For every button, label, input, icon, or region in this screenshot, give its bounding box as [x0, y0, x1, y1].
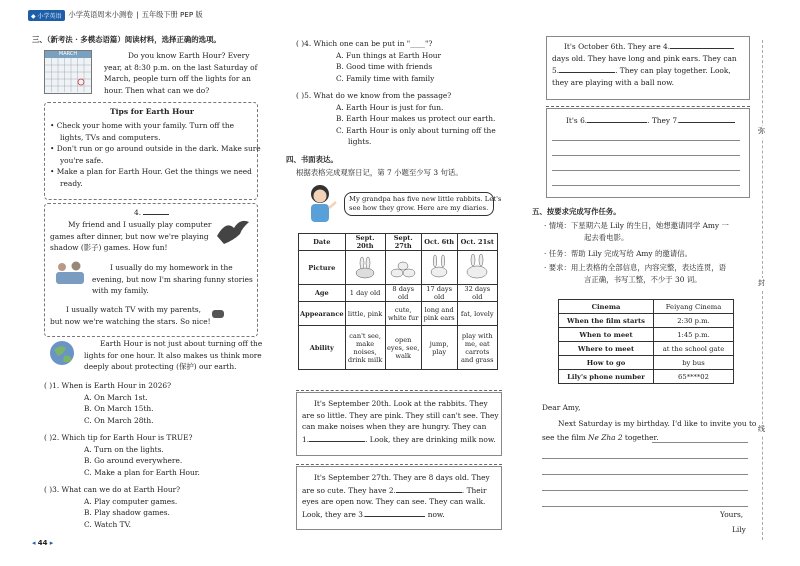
blank-4[interactable] [670, 40, 734, 49]
rabbit-picture-1 [345, 251, 385, 285]
table-header: Sept. 20th [345, 234, 385, 251]
table-header: Date [299, 234, 346, 251]
rabbit-picture-4 [457, 251, 497, 285]
tips-list: • Check your home with your family. Turn off the lights, TVs and computers. • Don't run or go around outside in the dark. Make sure you're safe. • Make a plan for Earth Hour. Get the things we need ready. [50, 121, 261, 188]
rabbit-table [298, 233, 498, 370]
diary-2-text: It's September 27th. They are 8 days old. They are so cute. They have 2. . Their eyes are open now. They can see. They can walk. Look, they are 3. now. [302, 473, 490, 519]
header-title: 小学英语周末小测卷 [68, 10, 134, 20]
info-label: Cinema [559, 300, 654, 314]
blank-3[interactable] [365, 508, 425, 517]
intro-text: Do you know Earth Hour? Every year, at 8:30 p.m. on the last Saturday of March, people turn off the lights for an hour. Then what can we do? [104, 51, 258, 95]
answer-line[interactable] [552, 185, 740, 186]
letter-salutation: Dear Amy, [542, 403, 581, 412]
question-1: ( )1. When is Earth Hour in 2026? A. On March 1st. B. On March 15th. C. On March 28th. [44, 381, 172, 425]
diary-3-text: It's October 6th. They are 4. days old. They have long and pink ears. They can 5. . They can play together. Look, they are playing with a ball now. [552, 42, 737, 87]
info-value: Feiyang Cinema [654, 300, 734, 314]
info-table [558, 299, 734, 384]
earth-icon [46, 338, 80, 368]
margin-mark: 弥 [758, 126, 765, 138]
question-4: ( )4. Which one can be put in "____"? A. Fun things at Earth Hour B. Good time with friends C. Family time with family [296, 39, 442, 83]
header-logo: ◆ 小学英语 [28, 10, 65, 21]
table-header: Oct. 21st [457, 234, 497, 251]
question-2: ( )2. Which tip for Earth Hour is TRUE? A. Turn on the lights. B. Go around everywhere. C. Make a plan for Earth Hour. [44, 433, 200, 477]
section5-situation: · 情境：下星期六是 Lily 的生日，她想邀请同学 Amy 一 起去看电影。 [544, 221, 729, 242]
diary-2-tear [296, 464, 502, 469]
section5-title: 五、按要求完成写作任务。 [532, 207, 621, 216]
section5-task: · 任务：帮助 Lily 完成写给 Amy 的邀请信。 [544, 249, 692, 258]
section4-instruction: 根据表格完成观察日记，第 7 小题至少写 3 句话。 [296, 168, 463, 177]
box4-para1: My friend and I usually play computer games after dinner, but now we're playing shadow (影子) games. How fun! [50, 220, 212, 252]
speech-bubble: My grandpa has five new little rabbits. Let's see how they grow. Here are my diaries. [344, 192, 494, 216]
letter-line[interactable] [542, 458, 748, 459]
header [28, 8, 203, 22]
rabbit-icon [462, 254, 492, 280]
blank-7[interactable] [679, 114, 735, 123]
letter-line-2: see the film Ne Zha 2 together. [542, 433, 659, 442]
letter-closing: Yours, [720, 510, 744, 519]
info-label: When the film starts [559, 314, 654, 328]
box4-para3: I usually watch TV with my parents, but now we're watching the stars. So nice! [50, 305, 211, 326]
table-cell: fat, lovely [457, 302, 497, 326]
question-3: ( )3. What can we do at Earth Hour? A. Play computer games. B. Play shadow games. C. Watch TV. [44, 485, 181, 529]
table-cell: open eyes, see, walk [385, 326, 421, 370]
girl-icon [300, 182, 340, 226]
info-label: How to go [559, 356, 654, 370]
table-cell: 8 days old [385, 285, 421, 302]
binoculars-icon [212, 310, 224, 318]
info-value: 2:30 p.m. [654, 314, 734, 328]
margin-mark: 封 [758, 278, 765, 290]
blank-6[interactable] [587, 114, 647, 123]
diary-4-text: It's 6. . They 7. [566, 114, 735, 127]
binding-line [762, 40, 763, 540]
calendar-month: MARCH [45, 51, 91, 58]
family-reading-icon [52, 258, 90, 286]
box4-label: 4. [134, 206, 169, 219]
table-cell: 17 days old [421, 285, 457, 302]
section5-requirement: · 要求：用上表格的全部信息，内容完整，表达连贯，语 言正确，书写工整，不少于 30 词。 [544, 263, 727, 284]
table-cell: 32 days old [457, 285, 497, 302]
info-label: Where to meet [559, 342, 654, 356]
header-grade: 五年级下册 PEP 版 [141, 10, 203, 20]
letter-line[interactable] [542, 474, 748, 475]
letter-signature: Lily [732, 525, 746, 534]
blank-5[interactable] [559, 64, 615, 73]
row-label: Age [299, 285, 346, 302]
letter-line-1: Next Saturday is my birthday. I'd like to invite you to [558, 419, 757, 428]
answer-line[interactable] [552, 140, 740, 141]
info-value: 65****02 [654, 370, 734, 384]
rabbit-icon [388, 254, 418, 280]
info-label: Lily's phone number [559, 370, 654, 384]
section3-title: 三、（新考法 · 多模态语篇）阅读材料，选择正确的选项。 [32, 35, 221, 44]
calendar-grid-icon [45, 58, 91, 92]
info-value: by bus [654, 356, 734, 370]
page-number: ◂ 44 ▸ [32, 539, 54, 547]
answer-line[interactable] [552, 155, 740, 156]
rabbit-icon [424, 254, 454, 280]
letter-line-2-blank[interactable] [652, 442, 748, 443]
info-value: at the school gate [654, 342, 734, 356]
diary-4-tear [546, 106, 750, 111]
row-label: Ability [299, 326, 346, 370]
blank-2[interactable] [396, 484, 462, 493]
dove-shadow-icon [214, 216, 252, 248]
table-cell: jump, play [421, 326, 457, 370]
table-cell: can't see, make noises, drink milk [345, 326, 385, 370]
table-cell: 1 day old [345, 285, 385, 302]
tips-title: Tips for Earth Hour [110, 107, 194, 116]
calendar-image [44, 50, 92, 94]
section4-title: 四、书面表达。 [286, 155, 338, 164]
row-label: Picture [299, 251, 346, 285]
info-value: 1:45 p.m. [654, 328, 734, 342]
table-cell: little, pink [345, 302, 385, 326]
table-cell: long and pink ears [421, 302, 457, 326]
outro-text: Earth Hour is not just about turning off the lights for one hour. It also makes us think more deeply about protecting (保护) our earth. [84, 339, 263, 371]
table-cell: play with me, eat carrots and grass [457, 326, 497, 370]
rabbit-picture-3 [421, 251, 457, 285]
rabbit-icon [350, 254, 380, 280]
question-5: ( )5. What do we know from the passage? A. Earth Hour is just for fun. B. Earth Hour makes us protect our earth. C. Earth Hour is only about turning off the lights. [296, 91, 496, 146]
header-divider: | [136, 10, 139, 20]
row-label: Appearance [299, 302, 346, 326]
diary-1-tear [296, 390, 502, 395]
info-label: When to meet [559, 328, 654, 342]
table-header: Oct. 6th [421, 234, 457, 251]
letter-line[interactable] [542, 506, 748, 507]
table-header: Sept. 27th [385, 234, 421, 251]
rabbit-picture-2 [385, 251, 421, 285]
box4-para2: I usually do my homework in the evening, but now I'm sharing funny stories with my family. [92, 263, 253, 295]
blank-1[interactable] [309, 433, 365, 442]
diary-1-text: It's September 20th. Look at the rabbits. They are so little. They are pink. They still can't see. They can make noises when they are hungry. They can 1. . Look, they are drinking milk now. [302, 399, 499, 444]
margin-mark: 线 [758, 424, 765, 436]
table-cell: cute, white fur [385, 302, 421, 326]
answer-line[interactable] [552, 170, 740, 171]
letter-line[interactable] [542, 490, 748, 491]
